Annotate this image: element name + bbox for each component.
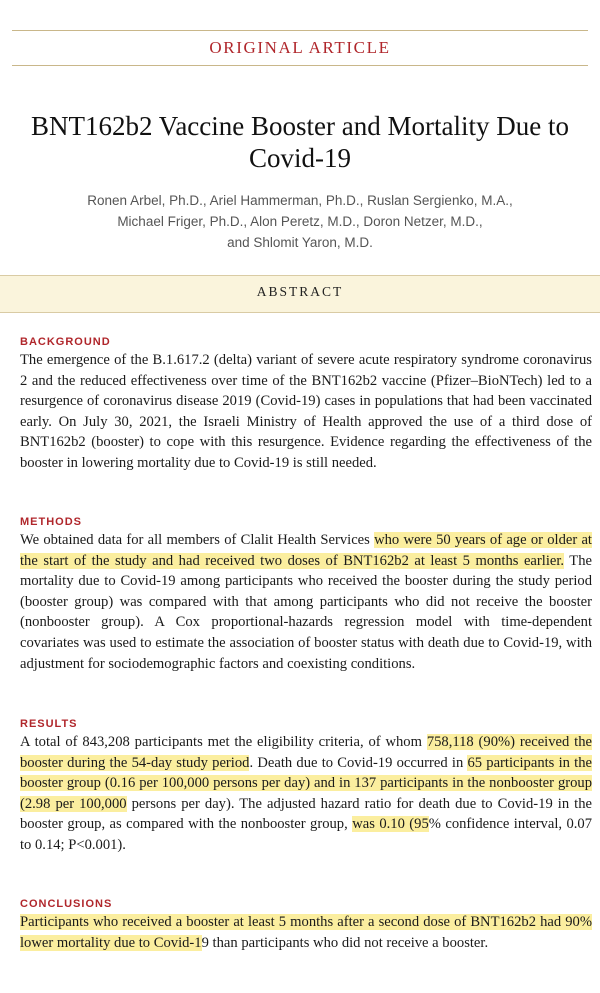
title-text: BNT162b2 Vaccine Booster and Mortality Due to Covid-19 bbox=[31, 111, 569, 173]
results-text-part: . Death due to Covid-19 occurred in bbox=[249, 754, 468, 771]
author-line: Michael Friger, Ph.D., Alon Peretz, M.D., Doron Netzer, M.D., bbox=[117, 214, 483, 229]
methods-highlight: who were 50 years of age or older at the start of the study and had received two doses of BNT162b2 at least 5 months earlier. bbox=[20, 532, 592, 569]
author-line: Ronen Arbel, Ph.D., Ariel Hammerman, Ph.D., Ruslan Sergienko, M.A., bbox=[87, 193, 513, 208]
results-text-part: A total of 843,208 participants met the eligibility criteria, of whom bbox=[20, 734, 427, 750]
methods-heading: METHODS bbox=[20, 516, 82, 528]
background-heading: BACKGROUND bbox=[20, 336, 111, 348]
author-list bbox=[0, 190, 600, 253]
abstract-header bbox=[0, 275, 600, 313]
methods-text-part: We obtained data for all members of Clalit Health Services bbox=[20, 532, 375, 548]
conclusions-text bbox=[20, 912, 592, 953]
methods-text bbox=[20, 530, 592, 674]
background-text: The emergence of the B.1.617.2 (delta) variant of severe acute respiratory syndrome coronavirus 2 and the reduced effectiveness over time of the BNT162b2 vaccine (Pfizer–BioNTech) led to a resurgence of coronavirus disease 2019 (Covid-19) cases in populations that had been vaccinated early. On July 30, 2021, the Israeli Ministry of Health approved the use of a third dose of BNT162b2 (booster) to cope with this resurgence. Evidence regarding the effectiveness of the booster in lowering mortality due to Covid-19 is still needed. bbox=[20, 352, 592, 471]
results-heading: RESULTS bbox=[20, 718, 78, 730]
results-highlight: was 0.10 (95 bbox=[352, 816, 429, 833]
results-text bbox=[20, 732, 592, 856]
conclusions-highlight: Participants who received a booster at least 5 months after a second dose of BNT162b2 had 90% lower mortality due to Covid-1 bbox=[20, 914, 592, 951]
results-highlight: 758,118 (90%) received the booster during the 54-day study period bbox=[20, 734, 592, 771]
results-text-part: persons per day). The adjusted hazard ratio for death due to Covid-19 in the booster group, as compared with the nonbooster group, bbox=[20, 795, 593, 833]
conclusions-heading: CONCLUSIONS bbox=[20, 898, 113, 910]
article-title bbox=[0, 110, 600, 174]
article-type-label: ORIGINAL ARTICLE bbox=[12, 30, 588, 66]
results-text-part: % confidence interval, 0.07 to 0.14; P<0.001). bbox=[20, 816, 593, 853]
author-line: and Shlomit Yaron, M.D. bbox=[227, 235, 373, 250]
methods-text-part: The mortality due to Covid-19 among participants who received the booster during the study period (booster group) was compared with that among participants who did not receive the booster (nonbooster group). A Cox proportional-hazards regression model with time-dependent covariates was used to estimate the association of booster status with death due to Covid-19, with adjustment for sociodemographic factors and coexisting conditions. bbox=[20, 552, 592, 672]
results-highlight: 65 participants in the booster group (0.16 per 100,000 persons per day) and in 137 participants in the nonbooster group (2.98 per 100,000 bbox=[20, 754, 592, 812]
abstract-label: ABSTRACT bbox=[256, 284, 344, 299]
conclusions-text-part: 9 than participants who did not receive a booster. bbox=[201, 934, 489, 951]
